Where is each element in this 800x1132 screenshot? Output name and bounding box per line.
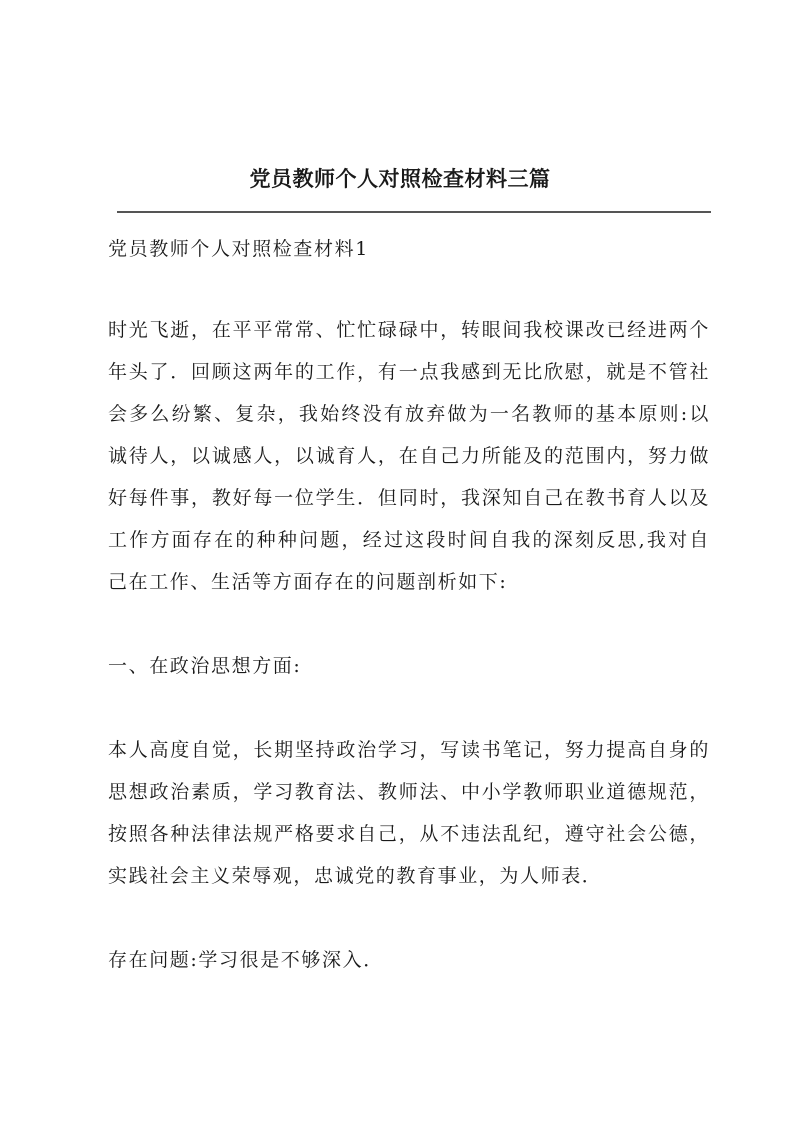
- page-title: 党员教师个人对照检查材料三篇: [249, 166, 551, 191]
- issue-paragraph: 存在问题:学习很是不够深入．: [108, 949, 384, 971]
- intro-paragraph: 时光飞逝，在平平常常、忙忙碌碌中，转眼间我校课改已经进两个年头了．回顾这两年的工作，有一点我感到无比欣慰，就是不管社会多么纷繁、复杂，我始终没有放弃做为一名教师的基本原则:以诚待人，以诚感人，以诚育人，在自己力所能及的范围内，努力做好每件事，教好每一位学生．但同时，我深知自己在教书育人以及工作方面存在的种种问题，经过这段时间自我的深刻反思,我对自己在工作、生活等方面存在的问题剖析如下:: [108, 319, 710, 593]
- section-heading: 一、在政治思想方面:: [108, 655, 302, 677]
- title-divider: [117, 211, 711, 213]
- document-subtitle: 党员教师个人对照检查材料1: [108, 238, 369, 260]
- body-paragraph: 本人高度自觉，长期坚持政治学习，写读书笔记，努力提高自身的思想政治素质，学习教育法、教师法、中小学教师职业道德规范，按照各种法律法规严格要求自己，从不违法乱纪，遵守社会公德，实践社会主义荣辱观，忠诚党的教育事业，为人师表．: [108, 739, 710, 887]
